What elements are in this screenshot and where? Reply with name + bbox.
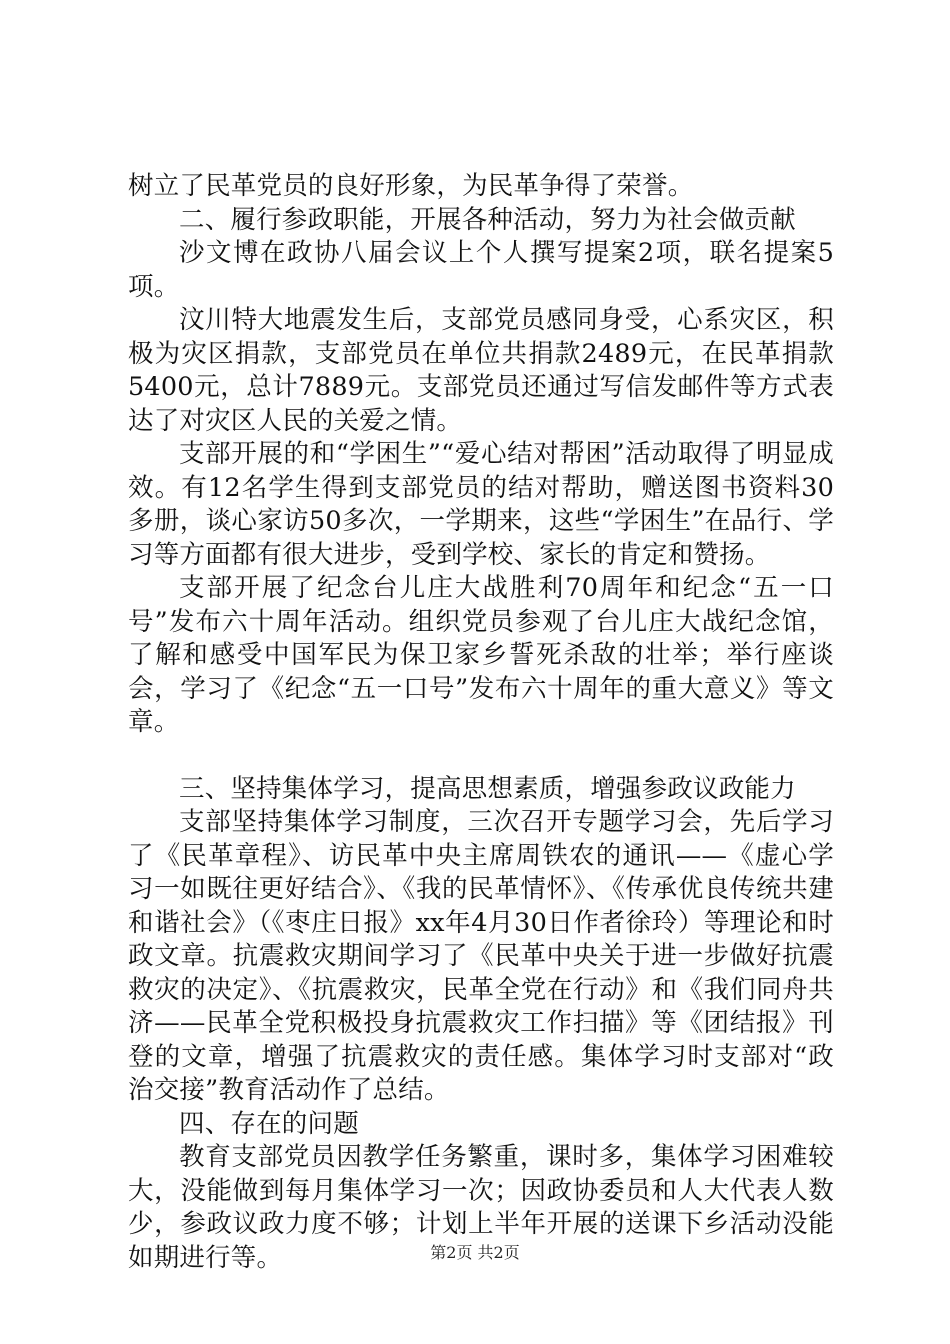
paragraph-commemoration: 支部开展了纪念台儿庄大战胜利70周年和纪念“五一口号”发布六十周年活动。组织党员参观了台儿庄大战纪念馆，了解和感受中国军民为保卫家乡誓死杀敌的壮举；举行座谈会，学习了《纪念“五一口号”发布六十周年的重大意义》等文章。 <box>128 573 834 737</box>
paragraph-earthquake-donation: 汶川特大地震发生后，支部党员感同身受，心系灾区，积极为灾区捐款，支部党员在单位共捐款2489元，在民革捐款5400元，总计7889元。支部党员还通过写信发邮件等方式表达了对灾区人民的关爱之情。 <box>128 305 834 436</box>
paragraph-student-assistance: 支部开展的和“学困生”“爱心结对帮困”活动取得了明显成效。有12名学生得到支部党员的结对帮助，赠送图书资料30多册，谈心家访50多次，一学期来，这些“学困生”在品行、学习等方面都有很大进步，受到学校、家长的肯定和赞扬。 <box>128 439 834 570</box>
section-heading-3: 三、坚持集体学习，提高思想素质，增强参政议政能力 <box>179 773 796 804</box>
document-body <box>128 170 834 1275</box>
section-heading-4: 四、存在的问题 <box>179 1108 359 1139</box>
paragraph-collective-study: 支部坚持集体学习制度，三次召开专题学习会，先后学习了《民革章程》、访民革中央主席周铁农的通讯——《虚心学习一如既往更好结合》、《我的民革情怀》、《传承优良传统共建和谐社会》（《枣庄日报》xx年4月30日作者徐玲）等理论和时政文章。抗震救灾期间学习了《民革中央关于进一步做好抗震救灾的决定》、《抗震救灾，民革全党在行动》和《我们同舟共济——民革全党积极投身抗震救灾工作扫描》等《团结报》刊登的文章，增强了抗震救灾的责任感。集体学习时支部对“政治交接”教育活动作了总结。 <box>128 807 834 1105</box>
paragraph-problems: 教育支部党员因教学任务繁重，课时多，集体学习困难较大，没能做到每月集体学习一次；因政协委员和人大代表人数少，参政议政力度不够；计划上半年开展的送课下乡活动没能如期进行等。 <box>128 1142 834 1273</box>
paragraph-proposals: 沙文博在政协八届会议上个人撰写提案2项，联名提案5项。 <box>128 238 834 302</box>
page-number-footer: 第2页 共2页 <box>430 1243 520 1262</box>
section-heading-2: 二、履行参政职能，开展各种活动，努力为社会做贡献 <box>179 204 796 235</box>
paragraph-continuation: 树立了民革党员的良好形象，为民革争得了荣誉。 <box>128 171 694 201</box>
